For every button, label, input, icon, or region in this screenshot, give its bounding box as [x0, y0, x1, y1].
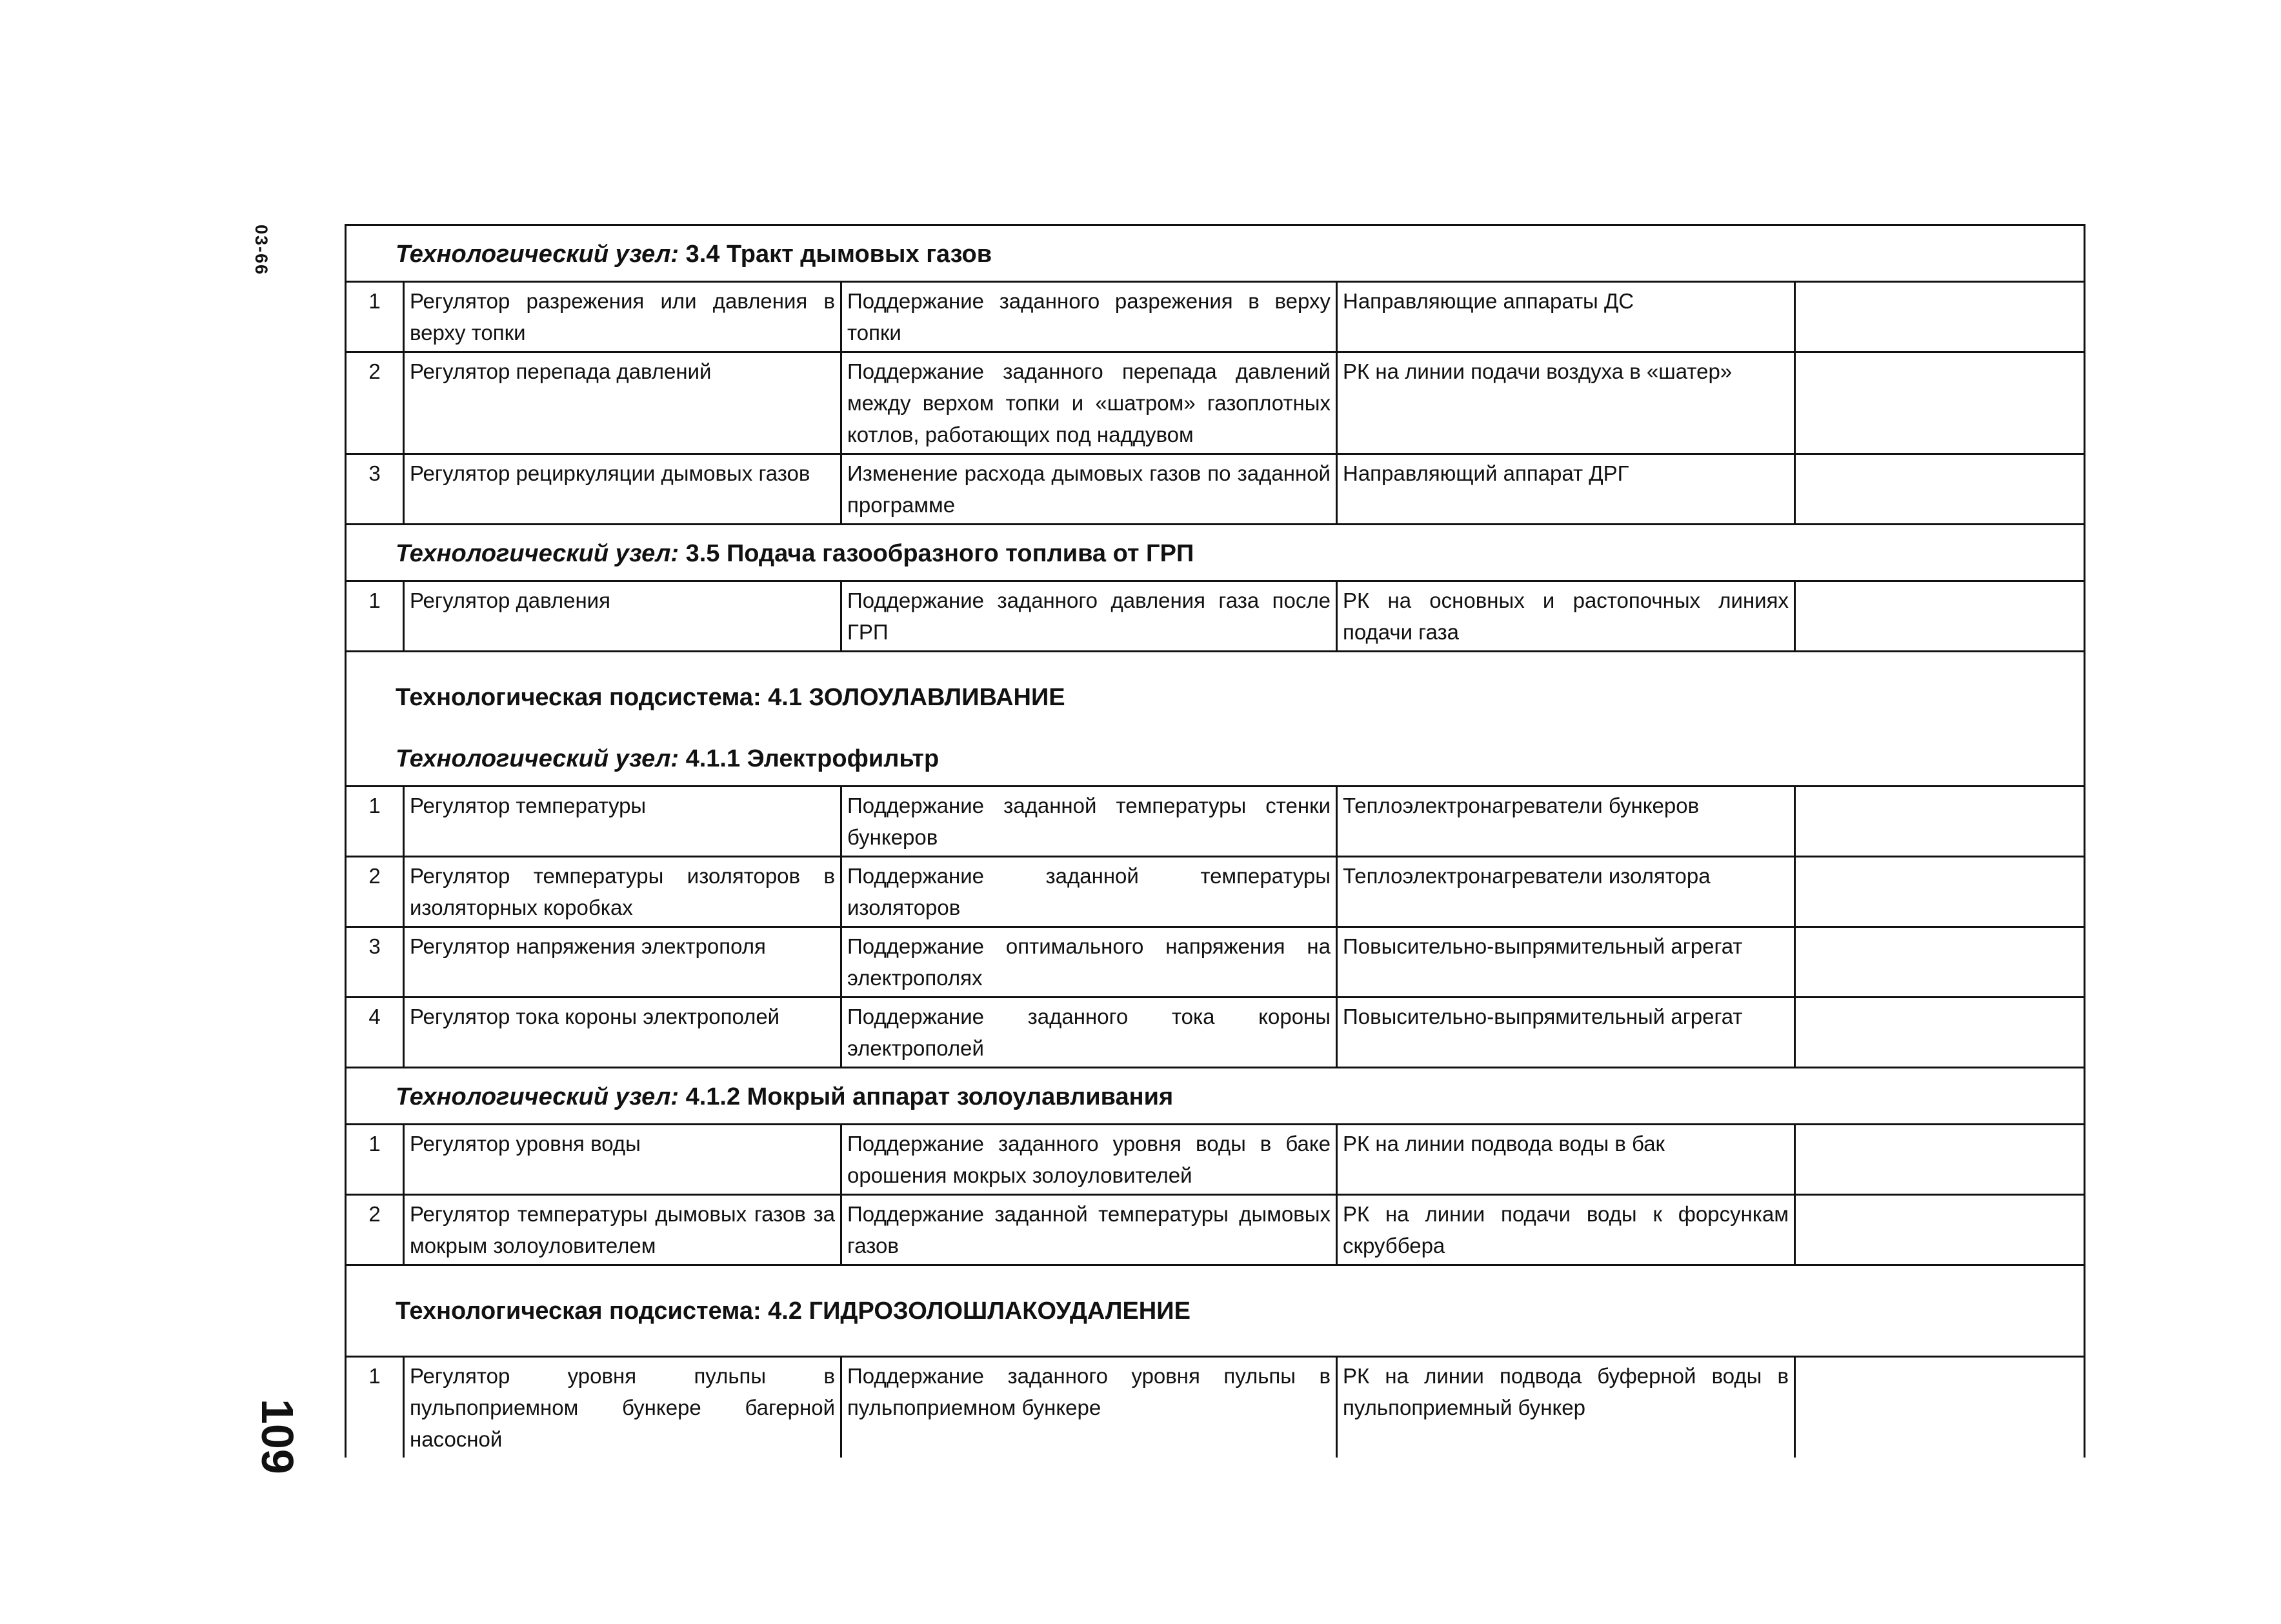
node-label: Технологический узел: [396, 745, 679, 772]
table-row [346, 1125, 2085, 1195]
row-number: 1 [346, 1125, 404, 1195]
table-row [346, 787, 2085, 857]
section-3-4 [346, 225, 2085, 525]
node-label: Технологический узел: [396, 241, 679, 268]
note-cell [1795, 454, 2085, 525]
actuator-cell: Повысительно-выпрямительный агрегат [1337, 997, 1795, 1068]
note-cell [1795, 352, 2085, 454]
row-number: 1 [346, 282, 404, 352]
node-title: 4.1.1 Электрофильтр [685, 745, 940, 772]
node-title-line [396, 743, 2035, 775]
table-row [346, 857, 2085, 927]
node-title: 4.1.2 Мокрый аппарат золоулавливания [685, 1083, 1174, 1110]
regulator-cell: Регулятор напряжения электрополя [404, 927, 841, 997]
actuator-cell: РК на линии подвода воды в бак [1337, 1125, 1795, 1195]
regulator-cell: Регулятор уровня пульпы в пульпоприемном бункере багерной насосной [404, 1357, 841, 1458]
table-row [346, 1357, 2085, 1458]
row-number: 2 [346, 1195, 404, 1265]
regulator-cell: Регулятор температуры дымовых газов за мокрым золоуловителем [404, 1195, 841, 1265]
note-cell [1795, 997, 2085, 1068]
regulator-cell: Регулятор уровня воды [404, 1125, 841, 1195]
node-label: Технологический узел: [396, 540, 679, 567]
row-number: 3 [346, 927, 404, 997]
row-number: 1 [346, 787, 404, 857]
row-number: 4 [346, 997, 404, 1068]
node-header [346, 225, 2085, 282]
node-header-row [346, 225, 2085, 282]
table-row [346, 282, 2085, 352]
actuator-cell: РК на линии подачи воздуха в «шатер» [1337, 352, 1795, 454]
node-label: Технологический узел: [396, 1083, 679, 1110]
regulator-cell: Регулятор разрежения или давления в верху топки [404, 282, 841, 352]
subsystem-header [346, 652, 2085, 787]
actuator-cell: РК на линии подвода буферной воды в пульпоприемный бункер [1337, 1357, 1795, 1458]
note-cell [1795, 1357, 2085, 1458]
row-number: 2 [346, 857, 404, 927]
section-4-2-header [346, 1265, 2085, 1357]
note-cell [1795, 787, 2085, 857]
subsystem-title: 4.2 ГИДРОЗОЛОШЛАКОУДАЛЕНИЕ [768, 1298, 1191, 1325]
purpose-cell: Поддержание заданного тока короны электрополей [841, 997, 1337, 1068]
regulators-table [345, 224, 2085, 1458]
table-row [346, 454, 2085, 525]
purpose-cell: Поддержание заданного перепада давлений между верхом топки и «шатром» газоплотных котлов, работающих под наддувом [841, 352, 1337, 454]
subsystem-label: Технологическая подсистема: [396, 684, 761, 711]
actuator-cell: РК на основных и растопочных линиях подачи газа [1337, 581, 1795, 652]
purpose-cell: Поддержание заданной температуры изоляторов [841, 857, 1337, 927]
purpose-cell: Поддержание заданной температуры дымовых газов [841, 1195, 1337, 1265]
subsystem-title-line [396, 1296, 2035, 1327]
note-cell [1795, 1125, 2085, 1195]
actuator-cell: Направляющий аппарат ДРГ [1337, 454, 1795, 525]
row-number: 2 [346, 352, 404, 454]
purpose-cell: Поддержание заданного разрежения в верху топки [841, 282, 1337, 352]
subsystem-title: 4.1 ЗОЛОУЛАВЛИВАНИЕ [768, 684, 1065, 711]
note-cell [1795, 857, 2085, 927]
note-cell [1795, 927, 2085, 997]
purpose-cell: Поддержание заданного уровня воды в баке орошения мокрых золоуловителей [841, 1125, 1337, 1195]
section-3-5 [346, 525, 2085, 652]
subsystem-header-row [346, 1265, 2085, 1357]
row-number: 3 [346, 454, 404, 525]
regulator-cell: Регулятор перепада давлений [404, 352, 841, 454]
row-number: 1 [346, 1357, 404, 1458]
table-row [346, 927, 2085, 997]
actuator-cell: РК на линии подачи воды к форсункам скруббера [1337, 1195, 1795, 1265]
margin-document-code: 03-66 [252, 225, 271, 276]
node-title: 3.4 Тракт дымовых газов [685, 241, 992, 268]
regulator-cell: Регулятор тока короны электрополей [404, 997, 841, 1068]
actuator-cell: Теплоэлектронагреватели изолятора [1337, 857, 1795, 927]
purpose-cell: Изменение расхода дымовых газов по заданной программе [841, 454, 1337, 525]
subsystem-header [346, 1265, 2085, 1357]
subsystem-header-row [346, 652, 2085, 787]
purpose-cell: Поддержание заданного давления газа после ГРП [841, 581, 1337, 652]
purpose-cell: Поддержание заданной температуры стенки бункеров [841, 787, 1337, 857]
node-header [346, 1068, 2085, 1125]
subsystem-title-line [396, 682, 2035, 714]
note-cell [1795, 581, 2085, 652]
table-row [346, 1195, 2085, 1265]
page-number: 109 [252, 1399, 303, 1474]
node-header-row [346, 1068, 2085, 1125]
regulator-cell: Регулятор рециркуляции дымовых газов [404, 454, 841, 525]
table-row [346, 352, 2085, 454]
node-title: 3.5 Подача газообразного топлива от ГРП [685, 540, 1194, 567]
note-cell [1795, 282, 2085, 352]
subsystem-label: Технологическая подсистема: [396, 1298, 761, 1325]
actuator-cell: Теплоэлектронагреватели бункеров [1337, 787, 1795, 857]
section-4-2 [346, 1357, 2085, 1458]
actuator-cell: Направляющие аппараты ДС [1337, 282, 1795, 352]
node-header-row [346, 525, 2085, 581]
purpose-cell: Поддержание оптимального напряжения на электрополях [841, 927, 1337, 997]
table-row [346, 581, 2085, 652]
note-cell [1795, 1195, 2085, 1265]
node-header [346, 525, 2085, 581]
actuator-cell: Повысительно-выпрямительный агрегат [1337, 927, 1795, 997]
regulator-cell: Регулятор температуры [404, 787, 841, 857]
purpose-cell: Поддержание заданного уровня пульпы в пульпоприемном бункере [841, 1357, 1337, 1458]
regulator-cell: Регулятор давления [404, 581, 841, 652]
table-row [346, 997, 2085, 1068]
regulator-cell: Регулятор температуры изоляторов в изоляторных коробках [404, 857, 841, 927]
section-4-1-1 [346, 652, 2085, 1068]
row-number: 1 [346, 581, 404, 652]
section-4-1-2 [346, 1068, 2085, 1265]
